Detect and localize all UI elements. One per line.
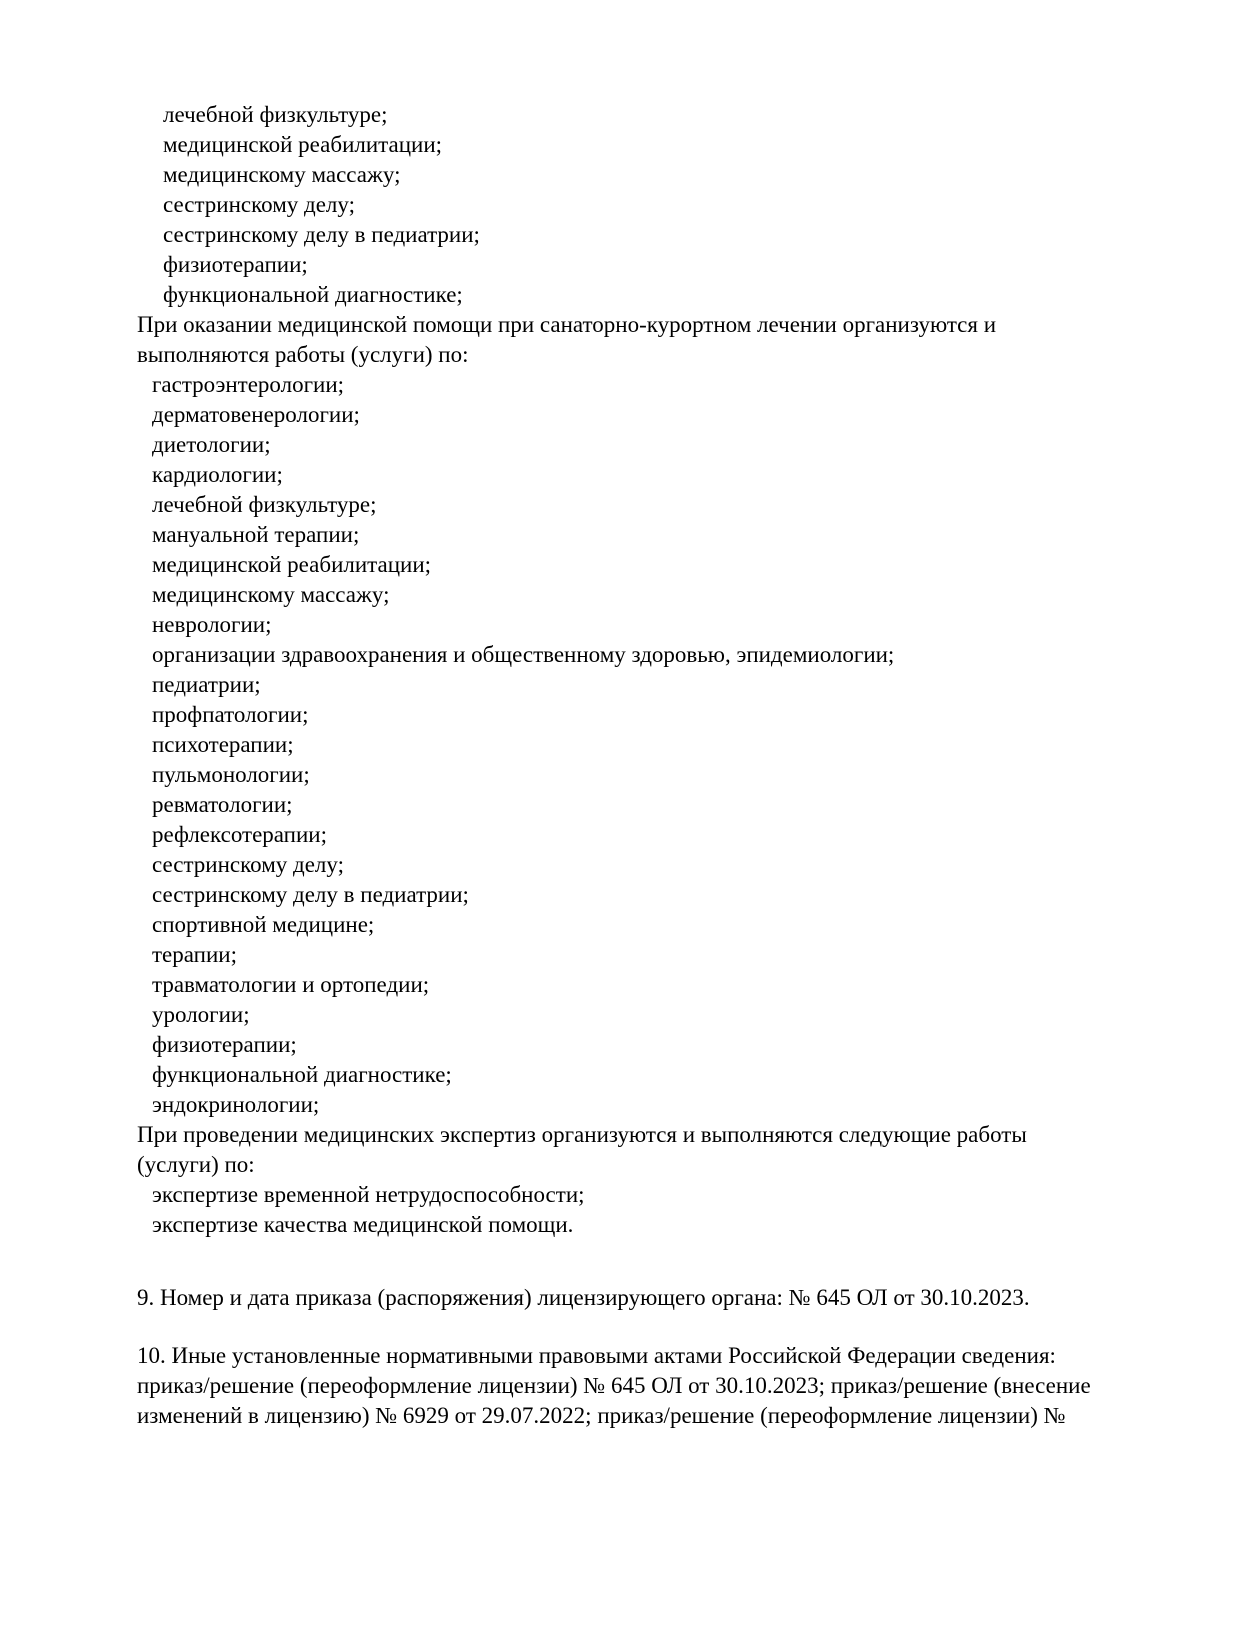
list2-item: диетологии; — [152, 432, 271, 457]
list2-item: мануальной терапии; — [152, 522, 360, 547]
list2-item: медицинской реабилитации; — [152, 552, 432, 577]
list2-item: ревматологии; — [152, 792, 293, 817]
list2-item: педиатрии; — [152, 672, 261, 697]
blank-gap — [137, 1240, 1200, 1283]
list2-item: психотерапии; — [152, 732, 294, 757]
paragraph-expertise-line: (услуги) по: — [137, 1152, 255, 1177]
list1-item: медицинской реабилитации; — [163, 132, 443, 157]
paragraph-sanatorium-line: При оказании медицинской помощи при санаторно-курортном лечении организуются и — [137, 312, 996, 337]
list1-item: физиотерапии; — [163, 252, 308, 277]
list1-item: сестринскому делу в педиатрии; — [163, 222, 480, 247]
list2-item: кардиологии; — [152, 462, 283, 487]
clause-10-line: 10. Иные установленные нормативными правовыми актами Российской Федерации сведения: — [137, 1343, 1056, 1368]
clause-10-line: приказ/решение (переоформление лицензии) № 645 ОЛ от 30.10.2023; приказ/решение (внесение — [137, 1373, 1091, 1398]
list3-item: экспертизе качества медицинской помощи. — [152, 1212, 574, 1237]
list2-item: лечебной физкультуре; — [152, 492, 377, 517]
list2-item: сестринскому делу в педиатрии; — [152, 882, 469, 907]
list2-item: медицинскому массажу; — [152, 582, 390, 607]
clause-10-line: изменений в лицензию) № 6929 от 29.07.2022; приказ/решение (переоформление лицензии) № — [137, 1403, 1066, 1428]
list2-item: спортивной медицине; — [152, 912, 375, 937]
list2-item: физиотерапии; — [152, 1032, 297, 1057]
list2-item: эндокринологии; — [152, 1092, 320, 1117]
list2-item: сестринскому делу; — [152, 852, 344, 877]
list1-item: лечебной физкультуре; — [163, 102, 388, 127]
list2-item: терапии; — [152, 942, 237, 967]
list1-item: медицинскому массажу; — [163, 162, 401, 187]
list2-item: функциональной диагностике; — [152, 1062, 452, 1087]
list2-item: пульмонологии; — [152, 762, 310, 787]
list2-item: неврологии; — [152, 612, 272, 637]
list2-item: травматологии и ортопедии; — [152, 972, 430, 997]
list2-item: дерматовенерологии; — [152, 402, 360, 427]
clause-9-line: 9. Номер и дата приказа (распоряжения) лицензирующего органа: № 645 ОЛ от 30.10.2023. — [137, 1285, 1030, 1310]
list2-item: рефлексотерапии; — [152, 822, 327, 847]
list2-item: профпатологии; — [152, 702, 309, 727]
paragraph-expertise-line: При проведении медицинских экспертиз организуются и выполняются следующие работы — [137, 1122, 1027, 1147]
list1-item: функциональной диагностике; — [163, 282, 463, 307]
list2-item: урологии; — [152, 1002, 250, 1027]
list1-item: сестринскому делу; — [163, 192, 355, 217]
list3-item: экспертизе временной нетрудоспособности; — [152, 1182, 585, 1207]
list2-item: организации здравоохранения и общественному здоровью, эпидемиологии; — [152, 642, 895, 667]
blank-gap — [137, 1313, 1200, 1341]
list2-item: гастроэнтерологии; — [152, 372, 345, 397]
paragraph-sanatorium-line: выполняются работы (услуги) по: — [137, 342, 469, 367]
